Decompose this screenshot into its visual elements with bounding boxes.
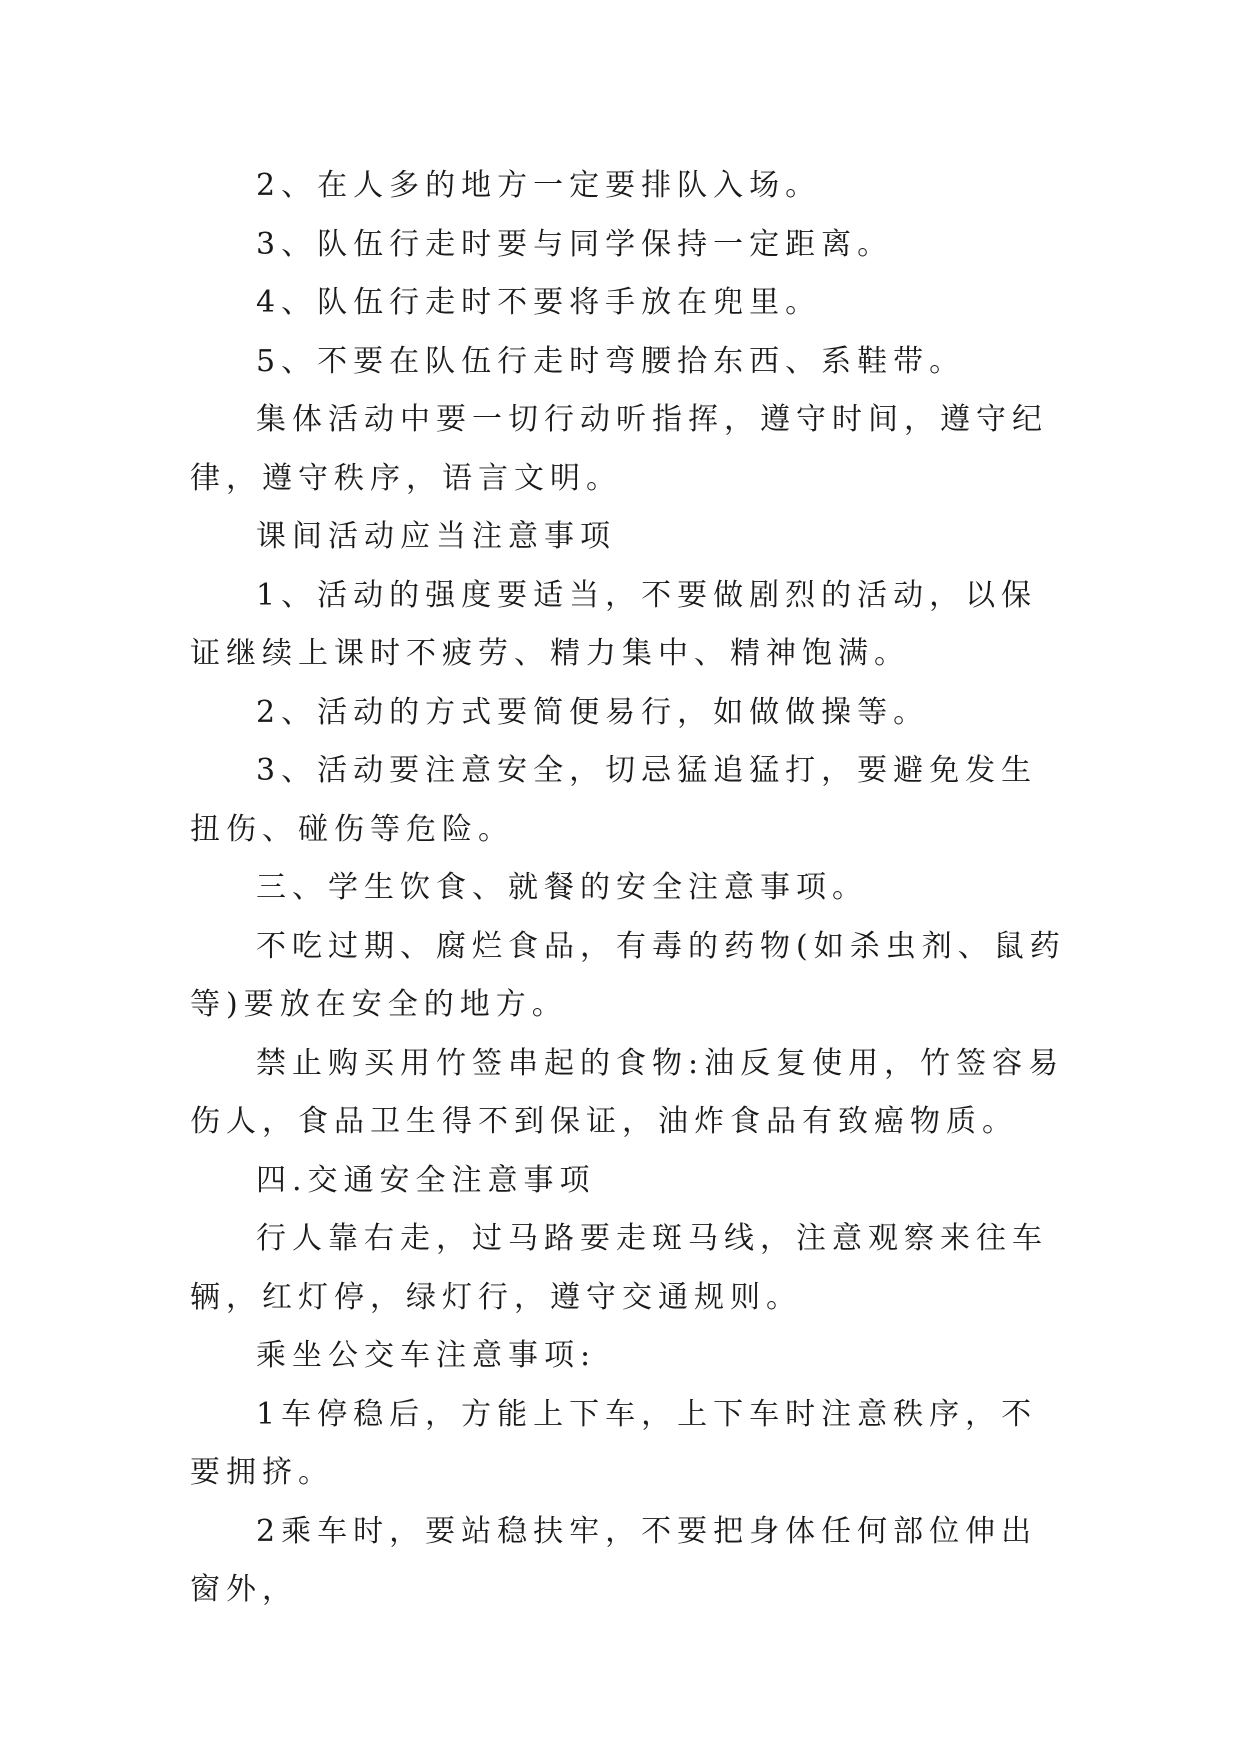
section-heading: 课间活动应当注意事项	[256, 519, 616, 554]
paragraph: 禁止购买用竹签串起的食物:油反复使用，竹签容易伤人，食品卫生得不到保证，油炸食品有致癌物质。	[190, 1045, 1065, 1139]
paragraph: 集体活动中要一切行动听指挥，遵守时间，遵守纪律，遵守秩序，语言文明。	[190, 402, 1048, 496]
paragraph: 1、活动的强度要适当，不要做剧烈的活动，以保证继续上课时不疲劳、精力集中、精神饱满。	[190, 577, 1038, 671]
paragraph: 3、活动要注意安全，切忌猛追猛打，要避免发生扭伤、碰伤等危险。	[190, 753, 1038, 847]
paragraph: 2乘车时，要站稳扶牢，不要把身体任何部位伸出窗外，	[190, 1513, 1038, 1607]
paragraph: 不吃过期、腐烂食品，有毒的药物(如杀虫剂、鼠药等)要放在安全的地方。	[190, 928, 1066, 1022]
document-body	[190, 157, 1070, 1620]
section-heading: 三、学生饮食、就餐的安全注意事项。	[256, 870, 868, 905]
section-heading: 四.交通安全注意事项	[256, 1162, 596, 1198]
paragraph: 4、队伍行走时不要将手放在兜里。	[256, 285, 822, 320]
paragraph: 2、活动的方式要简便易行，如做做操等。	[256, 694, 930, 730]
section-heading: 乘坐公交车注意事项:	[256, 1338, 597, 1373]
paragraph: 1车停稳后，方能上下车，上下车时注意秩序，不要拥挤。	[190, 1396, 1038, 1490]
paragraph: 2、在人多的地方一定要排队入场。	[256, 168, 822, 203]
paragraph: 3、队伍行走时要与同学保持一定距离。	[256, 226, 894, 262]
paragraph: 5、不要在队伍行走时弯腰拾东西、系鞋带。	[256, 343, 966, 379]
paragraph: 行人靠右走，过马路要走斑马线，注意观察来往车辆，红灯停，绿灯行，遵守交通规则。	[190, 1221, 1048, 1315]
